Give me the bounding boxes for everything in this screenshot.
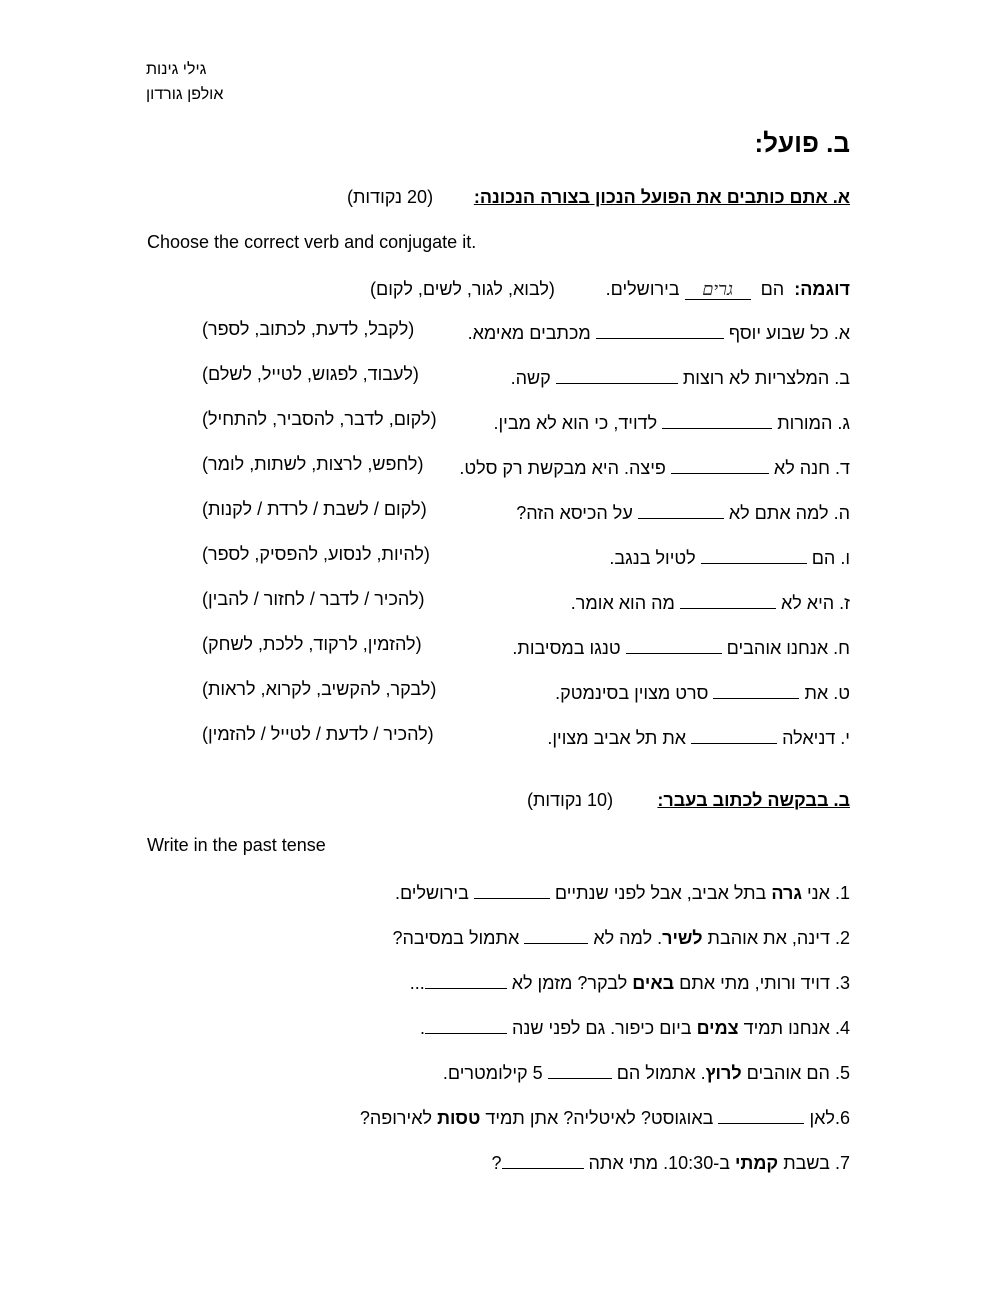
- item-text-1: אני: [806, 883, 830, 903]
- item-prefix: ה. למה אתם לא: [728, 503, 850, 523]
- part-a-item-9: [555, 680, 850, 702]
- part-a-item-6-options: (להיות, לנסוע, להפסיק, לספר): [202, 544, 430, 564]
- answer-blank[interactable]: [691, 725, 777, 744]
- answer-blank[interactable]: [548, 1060, 612, 1079]
- answer-blank[interactable]: [671, 455, 769, 474]
- item-number: 1.: [834, 883, 850, 903]
- item-bold-verb: גרה: [771, 883, 802, 903]
- example-sentence: [606, 280, 850, 300]
- example-before: הם: [760, 279, 785, 299]
- item-text-2: ביום כיפור. גם לפני שנה: [511, 1018, 692, 1038]
- item-text-3: 5 קילומטרים.: [442, 1063, 543, 1083]
- part-a-item-2: [511, 365, 850, 387]
- item-prefix: ג. המורות: [777, 413, 850, 433]
- item-number: 6.: [834, 1108, 850, 1128]
- part-b-item-2: [393, 925, 850, 947]
- item-prefix: ט. את: [804, 683, 850, 703]
- item-bold-verb: לשיר: [662, 928, 703, 948]
- example-options: (לבוא, לגור, לשים, לקום): [370, 279, 555, 299]
- part-a-item-3-options: (לקום, לדבר, להסביר, להתחיל): [202, 409, 437, 429]
- item-bold-verb: קמתי: [734, 1153, 779, 1173]
- item-text-3: ...: [409, 973, 425, 993]
- item-number: 2.: [834, 928, 850, 948]
- part-a-item-1-options: (לקבל, לדעת, לכתוב, לספר): [202, 319, 415, 339]
- part-b-instruction: Write in the past tense: [147, 835, 326, 855]
- part-a-item-10: [547, 725, 850, 747]
- item-text-3: .: [419, 1018, 425, 1038]
- item-suffix: טנגו במסיבות.: [512, 638, 621, 658]
- part-b-item-5: [443, 1060, 850, 1082]
- school-name: אולפן גורדון: [146, 86, 224, 103]
- answer-blank[interactable]: [680, 590, 776, 609]
- part-a-item-8-options: (להזמין, לרקוד, ללכת, לשחק): [202, 634, 422, 654]
- part-a-item-5: [516, 500, 850, 522]
- item-suffix: לטיול בנגב.: [609, 548, 696, 568]
- item-text-1: הם אוהבים: [746, 1063, 830, 1083]
- item-suffix: מה הוא אומר.: [570, 593, 675, 613]
- answer-blank[interactable]: [626, 635, 722, 654]
- example-after: בירושלים.: [605, 279, 680, 299]
- item-text-1: אנחנו תמיד: [743, 1018, 830, 1038]
- part-a-item-4: [459, 455, 850, 477]
- item-text-2: . למה לא: [593, 928, 663, 948]
- part-a-instruction: Choose the correct verb and conjugate it.: [147, 232, 477, 252]
- part-b-item-3: [410, 970, 850, 992]
- answer-blank[interactable]: [524, 925, 588, 944]
- part-b-item-1: [395, 880, 850, 902]
- example-answer: גרים: [685, 281, 751, 300]
- part-a-item-2-options: (לעבוד, לפגוש, לטייל, לשלם): [202, 364, 419, 384]
- answer-blank[interactable]: [662, 410, 772, 429]
- part-a-item-10-options: (להכיר / לדעת / לטייל / להזמין): [202, 724, 434, 744]
- item-prefix: י. דניאלה: [782, 728, 850, 748]
- part-a-points: (20 נקודות): [347, 187, 434, 207]
- item-text-3: לאירופה?: [359, 1108, 433, 1128]
- item-prefix: ו. הם: [811, 548, 850, 568]
- item-suffix: סרט מצוין בסינמטק.: [555, 683, 709, 703]
- item-suffix: פיצה. היא מבקשת רק סלט.: [459, 458, 666, 478]
- section-title: ב. פועל:: [754, 128, 850, 158]
- item-number: 3.: [834, 973, 850, 993]
- part-b-points: (10 נקודות): [527, 790, 614, 810]
- item-bold-verb: באים: [632, 973, 675, 993]
- item-text-3: ?: [491, 1153, 502, 1173]
- part-a-item-4-options: (לחפש, לרצות, לשתות, לומר): [202, 454, 424, 474]
- part-a-item-9-options: (לבקר, להקשיב, לקרוא, לראות): [202, 679, 437, 699]
- item-text-2: בתל אביב, אבל לפני שנתיים: [554, 883, 767, 903]
- item-suffix: על הכיסא הזה?: [516, 503, 633, 523]
- answer-blank[interactable]: [638, 500, 724, 519]
- part-b-item-6: [360, 1105, 850, 1127]
- item-text-3: אתמול במסיבה?: [392, 928, 520, 948]
- answer-blank[interactable]: [718, 1105, 804, 1124]
- part-b-item-4: [420, 1015, 850, 1037]
- item-text-2: באוגוסט? לאיטליה? אתן תמיד: [485, 1108, 714, 1128]
- answer-blank[interactable]: [701, 545, 807, 564]
- item-bold-verb: צמים: [696, 1018, 739, 1038]
- item-number: 5.: [834, 1063, 850, 1083]
- item-suffix: מכתבים מאימא.: [467, 323, 591, 343]
- part-a-item-6: [609, 545, 850, 567]
- item-bold-verb: טסות: [437, 1108, 481, 1128]
- item-text-3: בירושלים.: [394, 883, 469, 903]
- item-suffix: את תל אביב מצוין.: [547, 728, 687, 748]
- example-label: דוגמה:: [794, 279, 850, 299]
- part-b-heading: ב. בבקשה לכתוב בעבר:: [657, 790, 850, 810]
- item-text-2: . אתמול הם: [616, 1063, 706, 1083]
- part-b-item-7: [491, 1150, 850, 1172]
- answer-blank[interactable]: [713, 680, 799, 699]
- answer-blank[interactable]: [502, 1150, 584, 1169]
- part-a-item-8: [512, 635, 850, 657]
- item-suffix: קשה.: [510, 368, 551, 388]
- item-text-1: דינה, את אוהבת: [707, 928, 830, 948]
- answer-blank[interactable]: [425, 970, 507, 989]
- item-prefix: ח. אנחנו אוהבים: [726, 638, 850, 658]
- answer-blank[interactable]: [596, 320, 724, 339]
- part-a-heading: א. אתם כותבים את הפועל הנכון בצורה הנכונה:: [473, 187, 850, 207]
- item-text-1: דויד ורותי, מתי אתם: [679, 973, 830, 993]
- part-a-item-7: [571, 590, 850, 612]
- item-text-1: בשבת: [783, 1153, 830, 1173]
- part-a-item-1: [468, 320, 850, 342]
- answer-blank[interactable]: [474, 880, 550, 899]
- item-number: 7.: [834, 1153, 850, 1173]
- item-text-1: לאן: [809, 1108, 835, 1128]
- item-prefix: א. כל שבוע יוסף: [728, 323, 850, 343]
- item-text-2: לבקר? מזמן לא: [511, 973, 628, 993]
- part-a-item-7-options: (להכיר / לדבר / לחזור / להבין): [202, 589, 425, 609]
- answer-blank[interactable]: [425, 1015, 507, 1034]
- item-bold-verb: לרוץ: [705, 1063, 742, 1083]
- item-suffix: לדויד, כי הוא לא מבין.: [493, 413, 658, 433]
- item-prefix: ד. חנה לא: [773, 458, 850, 478]
- item-text-2: ב-10:30. מתי אתה: [588, 1153, 730, 1173]
- author-name: גילי גינות: [146, 61, 207, 78]
- answer-blank[interactable]: [556, 365, 678, 384]
- part-a-item-5-options: (לקום / לשבת / לרדת / לקנות): [202, 499, 427, 519]
- part-a-item-3: [493, 410, 850, 432]
- item-prefix: ב. המלצריות לא רוצות: [682, 368, 850, 388]
- item-prefix: ז. היא לא: [780, 593, 850, 613]
- item-number: 4.: [834, 1018, 850, 1038]
